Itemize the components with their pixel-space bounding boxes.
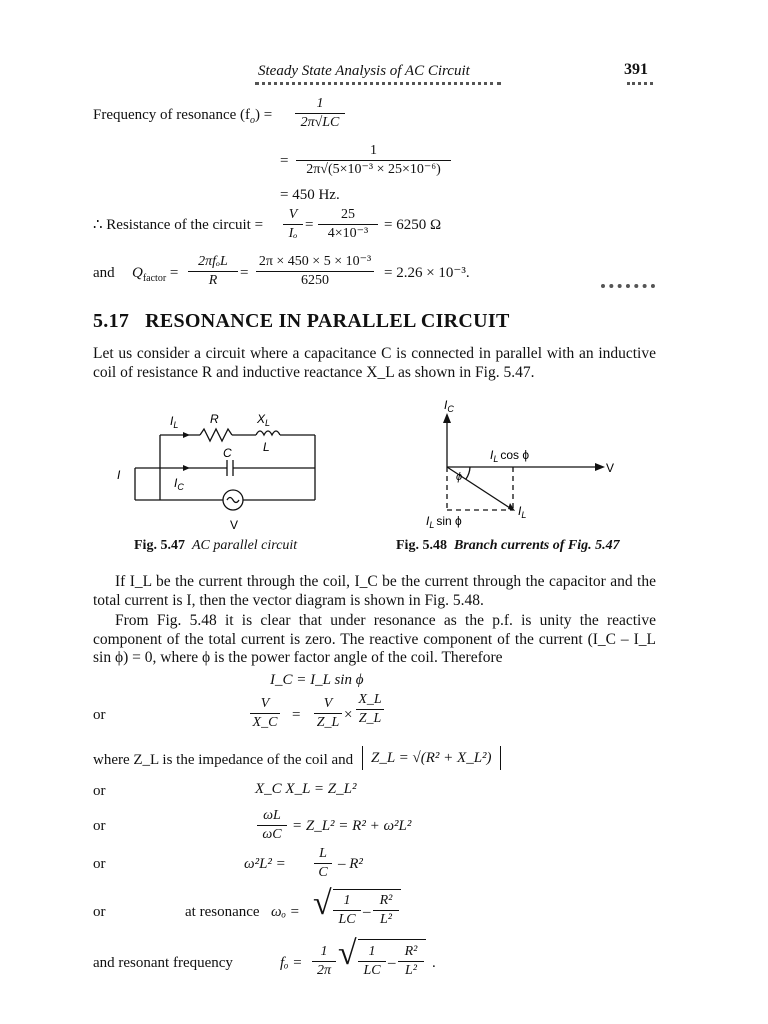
eq5-lhs: ω²L² = bbox=[244, 856, 286, 872]
where-text: where Z_L is the impedance of the coil and bbox=[93, 752, 354, 768]
eq4-frac: ωL ωC bbox=[257, 808, 287, 843]
fig-5-47-caption: Fig. 5.47 AC parallel circuit bbox=[134, 538, 298, 553]
label-l: L bbox=[263, 440, 270, 454]
eq6-minus: – bbox=[363, 904, 371, 920]
sqrt-bar-7 bbox=[358, 939, 426, 940]
and-label: and bbox=[93, 265, 115, 281]
freq-label: Frequency of resonance $(f_o)$ = bbox=[93, 107, 273, 126]
eq2-equals: = bbox=[292, 707, 301, 723]
eq7-frac-c: 1 2π bbox=[312, 944, 336, 979]
eq6-label: at resonance bbox=[185, 904, 260, 920]
fig-5-48-caption: Fig. 5.48 Branch currents of Fig. 5.47 bbox=[396, 538, 620, 553]
eq-3: X_C X_L = Z_L² bbox=[255, 781, 357, 797]
q-eq-2: = bbox=[240, 265, 249, 281]
eq7-lhs: fₒ = bbox=[280, 955, 303, 971]
end-marker bbox=[601, 284, 655, 288]
freq-fraction: 1 2π√LC bbox=[295, 96, 345, 131]
fig-5-47-circuit bbox=[110, 405, 340, 535]
eq5-frac: L C bbox=[314, 846, 332, 881]
label-r: R bbox=[210, 412, 219, 426]
eq2-frac-2: V Z_L bbox=[314, 696, 342, 731]
eq6-frac-b: R² L² bbox=[373, 893, 399, 928]
label-ic: $I_C$ bbox=[174, 476, 184, 492]
res-eq: = bbox=[305, 217, 314, 233]
header-rule bbox=[255, 82, 501, 85]
eq-sign: = bbox=[280, 153, 289, 169]
sqrt-sign-7: √ bbox=[338, 935, 357, 972]
section-heading: 5.17 RESONANCE IN PARALLEL CIRCUIT bbox=[93, 310, 510, 332]
body-paragraph-2: From Fig. 5.48 it is clear that under resonance as the p.f. is unity the reactive component of the total current is zero. The reactive component of the current (I_C – I_L sin ϕ) = 0, where ϕ is the power factor angle of the coil. Therefore bbox=[93, 612, 656, 666]
sqrt-bar-6 bbox=[333, 889, 401, 890]
eq7-frac-a: 1 LC bbox=[358, 944, 386, 979]
eq-1: I_C = I_L sin ϕ bbox=[270, 672, 364, 688]
q-label: $Q_{factor}$ = bbox=[132, 265, 179, 284]
sqrt-sign-6: √ bbox=[313, 885, 332, 922]
eq2-frac-3: X_L Z_L bbox=[356, 692, 384, 727]
eq2-frac-1: V X_C bbox=[250, 696, 280, 731]
impedance-box: Z_L = √(R² + X_L²) bbox=[362, 746, 501, 770]
label-phi: ϕ bbox=[456, 471, 463, 483]
fig-5-48-phasor bbox=[410, 395, 630, 535]
body-paragraph-1: If I_L be the current through the coil, I_C be the current through the capacitor and the total current is I, then the vector diagram is shown in Fig. 5.48. bbox=[93, 573, 656, 609]
label-i: I bbox=[117, 468, 121, 482]
intro-paragraph: Let us consider a circuit where a capacitance C is connected in parallel with an inductive coil of resistance R and inductive reactance X_L as shown in Fig. 5.47. bbox=[93, 345, 656, 381]
label-il: $I_L$ bbox=[518, 504, 527, 520]
or-label-1: or bbox=[93, 707, 106, 723]
eq7-frac-b: R² L² bbox=[398, 944, 424, 979]
q-fraction-1: 2πfₒL R bbox=[188, 254, 238, 289]
page-number: 391 bbox=[624, 61, 648, 78]
eq7-end: . bbox=[432, 955, 436, 971]
eq6-lhs: ωₒ = bbox=[271, 904, 300, 920]
label-c: C bbox=[223, 446, 232, 460]
label-v: V bbox=[606, 461, 615, 475]
res-fraction-1: V Iₒ bbox=[283, 207, 303, 242]
eq6-frac-a: 1 LC bbox=[333, 893, 361, 928]
res-fraction-2: 25 4×10⁻³ bbox=[318, 207, 378, 242]
eq7-label: and resonant frequency bbox=[93, 955, 233, 971]
or-label-5: or bbox=[93, 904, 106, 920]
running-title: Steady State Analysis of AC Circuit bbox=[258, 63, 470, 79]
q-result: = 2.26 × 10⁻³. bbox=[384, 265, 470, 281]
res-result: = 6250 Ω bbox=[384, 217, 442, 233]
eq5-rest: – R² bbox=[338, 856, 363, 872]
or-label-3: or bbox=[93, 818, 106, 834]
resistance-label: ∴ Resistance of the circuit = bbox=[93, 217, 264, 233]
label-il-sin: $I_L$ sin ϕ bbox=[426, 514, 462, 530]
eq7-minus: – bbox=[388, 955, 396, 971]
label-v: V bbox=[230, 518, 239, 532]
q-fraction-2: 2π × 450 × 5 × 10⁻³ 6250 bbox=[256, 254, 374, 289]
label-il: $I_L$ bbox=[170, 414, 179, 430]
label-xl: $X_L$ bbox=[257, 412, 271, 428]
label-il-cos: $I_L$ cos ϕ bbox=[490, 448, 530, 464]
eq2-times: × bbox=[344, 707, 353, 723]
eq4-rest: = Z_L² = R² + ω²L² bbox=[292, 818, 412, 834]
or-label-4: or bbox=[93, 856, 106, 872]
or-label-2: or bbox=[93, 783, 106, 799]
header-rule-right bbox=[627, 82, 653, 85]
freq-result: = 450 Hz. bbox=[280, 187, 340, 203]
label-ic: $I_C$ bbox=[444, 398, 454, 414]
freq-fraction-numeric: 1 2π√(5×10⁻³ × 25×10⁻⁶) bbox=[296, 143, 451, 178]
